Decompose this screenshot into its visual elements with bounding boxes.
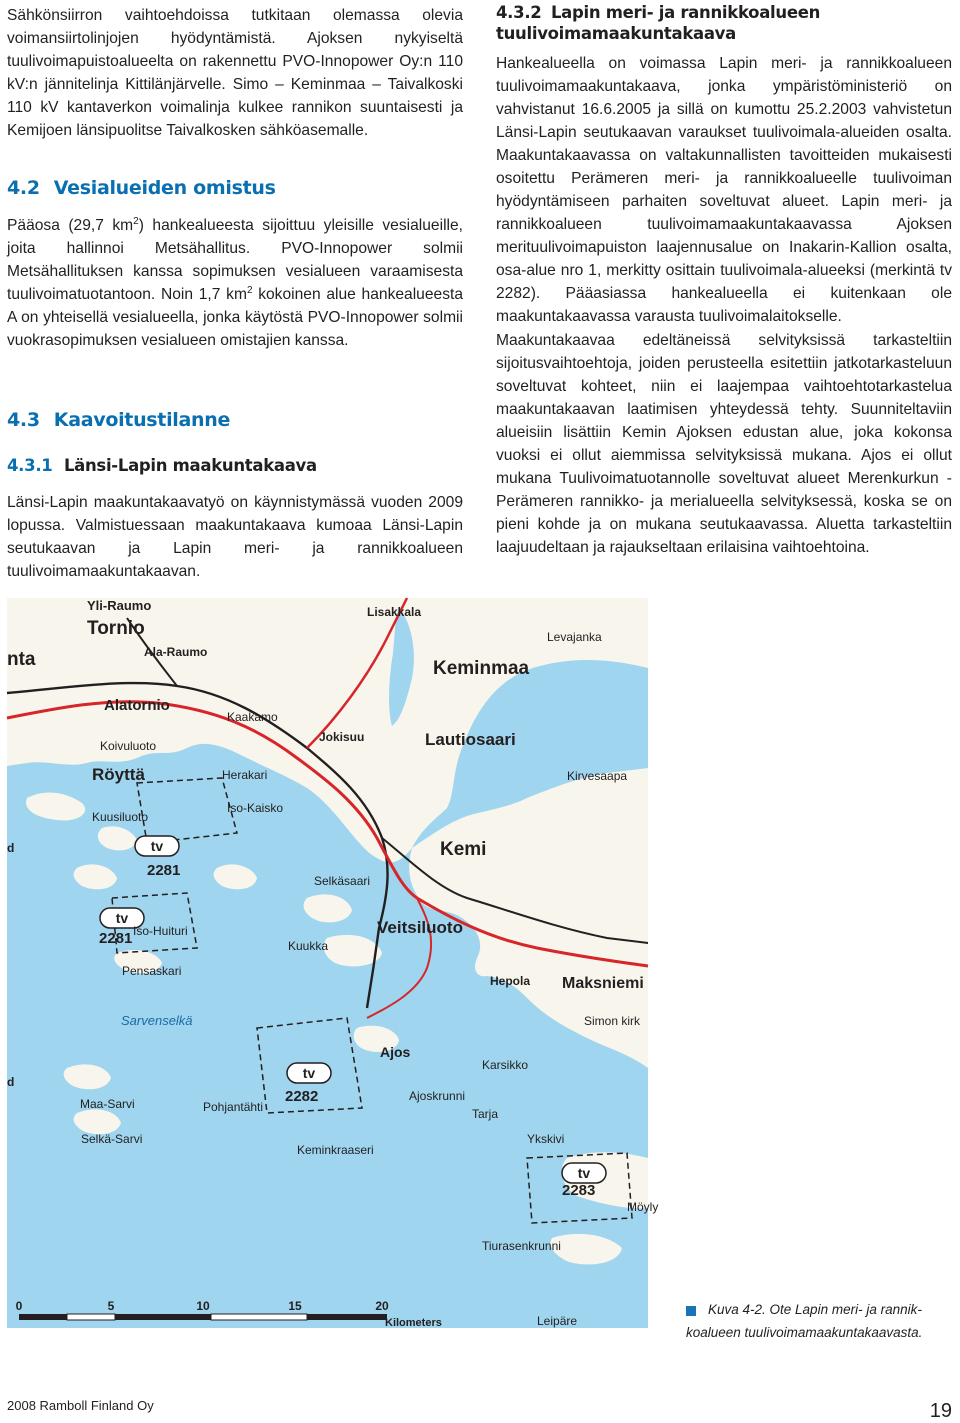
intro-paragraph: Sähkönsiirron vaihtoehdoissa tutkitaan olemassa olevia voimansiirtolinjojen hyödyntämistä. Ajoksen nykyiseltä tuulivoimapuistoalueelta on rakennettu PVO-Innopower Oy:n 110 kV:n jännitelinja Kittilänjärvelle. Simo – Keminmaa – Taivalkoski 110 kV kantaverkon voimalinja kulkee rannikon suuntaisesti ja Kemijoen länsipuolitse Taivalkosken sähköasemalle. [7,7,463,139]
plan-number: 2281 [99,930,133,947]
figure-caption [686,1298,954,1344]
place-label: Keminmaa [433,658,530,679]
scale-tick-label: 20 [375,1299,389,1313]
plan-code: tv [577,1165,591,1181]
place-label: Selkäsaari [314,874,371,888]
wind-plan-paragraph-2: Maakuntakaavaa edeltäneissä selvityksissä tarkasteltiin sijoitusvaihtoehtoja, joiden perusteella esitettiin jatkotarkasteluun soveltuvat kohteet, niin ei laajempaa vaihtoehtotarkastelua maakuntakaavan laatimisen yhteydessä tehty. Suunniteltaviin alueisiin lisättiin Kemin Ajoksen edustan alue, joka kokonsa vuoksi ei ollut aiemmissa selvityksissä mukana. Ajos ei ollut mukana Tuulivoimatuotannolle soveltuvat alueet Merenkurkun - Perämeren rannikko- ja merialueella selvityksessä, koska se on pieni kohde ja on mukana seutukaavassa. Aluetta tarkasteltiin laajuudeltaan ja rajaukseltaan erilaisina vaihtoehtoina. [496,332,952,556]
text-run: Pääosa (29,7 km [7,217,134,234]
caption-line: koalueen tuulivoimamaakuntakaavasta. [686,1325,923,1340]
place-label: d [7,841,15,855]
superscript: 2 [133,215,139,227]
place-label: Lautiosaari [425,730,516,749]
place-label: Herakari [222,768,268,782]
place-label: Yli-Raumo [87,598,152,613]
footer-company: 2008 Ramboll Finland Oy [7,1398,154,1413]
place-label: Kaakamo [227,710,278,724]
place-label: Selkä-Sarvi [81,1132,143,1146]
caption-square-icon [686,1306,696,1316]
scale-tick-label: 0 [15,1299,23,1313]
place-label: Ala-Raumo [144,645,208,659]
place-label: Hepola [490,974,531,988]
plan-number: 2282 [285,1088,319,1105]
plan-code: tv [150,838,164,854]
place-label: Ajoskrunni [409,1089,466,1103]
place-label: Kuukka [288,939,329,953]
plan-code: tv [302,1065,316,1081]
place-label: Veitsiluoto [377,918,463,937]
section-title: Länsi-Lapin maakuntakaava [63,456,317,475]
regional-plan-map [7,598,659,1329]
plan-number: 2283 [562,1182,596,1199]
place-label: Alatornio [104,697,170,714]
section-heading-4-2 [7,176,463,200]
plan-number: 2281 [147,862,181,879]
place-label: Keminkraaseri [297,1143,374,1157]
place-label: Kirvesaapa [567,769,628,783]
place-label: Lisakkala [367,605,422,619]
place-label: Levajanka [547,630,602,644]
superscript: 2 [246,284,253,296]
place-label: Sarvenselkä [121,1013,193,1028]
place-label: Ykskivi [527,1132,565,1146]
place-label: Pohjantähti [203,1100,264,1114]
place-label: Maksniemi [562,975,644,992]
place-label: Simon kirk [584,1014,641,1028]
section-title: Vesialueiden omistus [53,177,276,199]
place-label: nta [7,649,36,670]
regional-plan-paragraph: Länsi-Lapin maakuntakaavatyö on käynnistymässä vuoden 2009 lopussa. Valmistuessaan maakuntakaava kumoaa Länsi-Lapin seutukaavan ja Lapin meri- ja rannikkoalueen tuulivoimamaakuntakaavan. [7,494,463,580]
place-label: Iso-Huituri [133,924,188,938]
text-run: ) hankealueesta sijoittuu yleisille vesialueille, joita hallinnoi Metsähallitus. PVO-Innopower solmii Metsähallituksen kanssa sopimuksen vesialueen varaamisesta tuulivoimatuotantoon. Noin 1,7 km [7,217,463,303]
scale-segment [307,1314,387,1320]
place-label: Leipäre [537,1314,578,1328]
section-number: 4.3.1 [7,456,53,475]
place-label: Kuusiluoto [92,810,149,824]
place-label: Iso-Kaisko [227,801,284,815]
place-label: Kemi [440,839,487,860]
section-number: 4.3.2 [496,3,542,22]
place-label: Röyttä [92,765,145,784]
place-label: Möyly [627,1200,659,1214]
place-label: Jokisuu [319,730,365,744]
scale-segment [19,1314,67,1320]
place-label: d [7,1075,15,1089]
section-number: 4.2 [7,177,40,199]
scale-tick-label: 10 [196,1299,210,1313]
scale-tick-label: 15 [288,1299,302,1313]
place-label: Tiurasenkrunni [482,1239,561,1253]
page-number: 19 [929,1400,952,1422]
caption-line: Kuva 4-2. Ote Lapin meri- ja rannik- [708,1302,922,1317]
scale-tick-label: 5 [107,1299,115,1313]
place-label: Maa-Sarvi [80,1097,135,1111]
place-label: Tornio [87,618,145,639]
section-title: Kaavoitustilanne [53,409,231,431]
ownership-paragraph [7,214,463,352]
section-title: Lapin meri- ja rannikkoalueen tuulivoimamaakuntakaava [496,3,821,43]
scale-unit-label: Kilometers [385,1317,442,1329]
section-heading-4-3 [7,408,463,432]
wind-plan-paragraph-1: Hankealueella on voimassa Lapin meri- ja rannikkoalueen tuulivoimamaakuntakaava, jonka ympäristöministeriö on vahvistanut 16.6.2005 ja sillä on kumottu 25.2.2003 vahvistetun Länsi-Lapin seutukaavan varaukset tuulivoimala-alueiden osalta. Maakuntakaavassa on valtakunnallisten tavoitteiden mukaisesti osoitettu Perämeren meri- ja rannikkoalueelle tuulivoiman hyödyntämiseen parhaiten soveltuvat alueet. Lapin meri- ja rannikkoalueen tuulivoimamaakuntakaavassa Ajoksen merituulivoimapuiston laajennusalue on Inakarin-Kallion osalta, osa-alue nro 1, merkitty osittain tuulivoimala-alueeksi (merkintä tv 2282). Pääasiassa hankealueella ei kuitenkaan ole maakuntakaavassa varausta tuulivoimalaitokselle. [496,55,952,325]
section-heading-4-3-1 [7,455,463,477]
place-label: Ajos [380,1044,411,1060]
plan-code: tv [115,910,129,926]
section-number: 4.3 [7,409,40,431]
place-label: Koivuluoto [100,739,157,753]
place-label: Pensaskari [122,964,182,978]
scale-segment [211,1314,307,1320]
place-label: Tarja [472,1107,499,1121]
section-heading-4-3-2 [496,2,952,44]
scale-segment [67,1314,115,1320]
place-label: Karsikko [482,1058,529,1072]
text-run: kokoinen alue hankealueesta A on yhteisellä vesialueella, jonka käytöstä PVO-Innopower solmii vuokrasopimuksen vesialueen omistajien kanssa. [7,286,463,349]
scale-segment [115,1314,211,1320]
